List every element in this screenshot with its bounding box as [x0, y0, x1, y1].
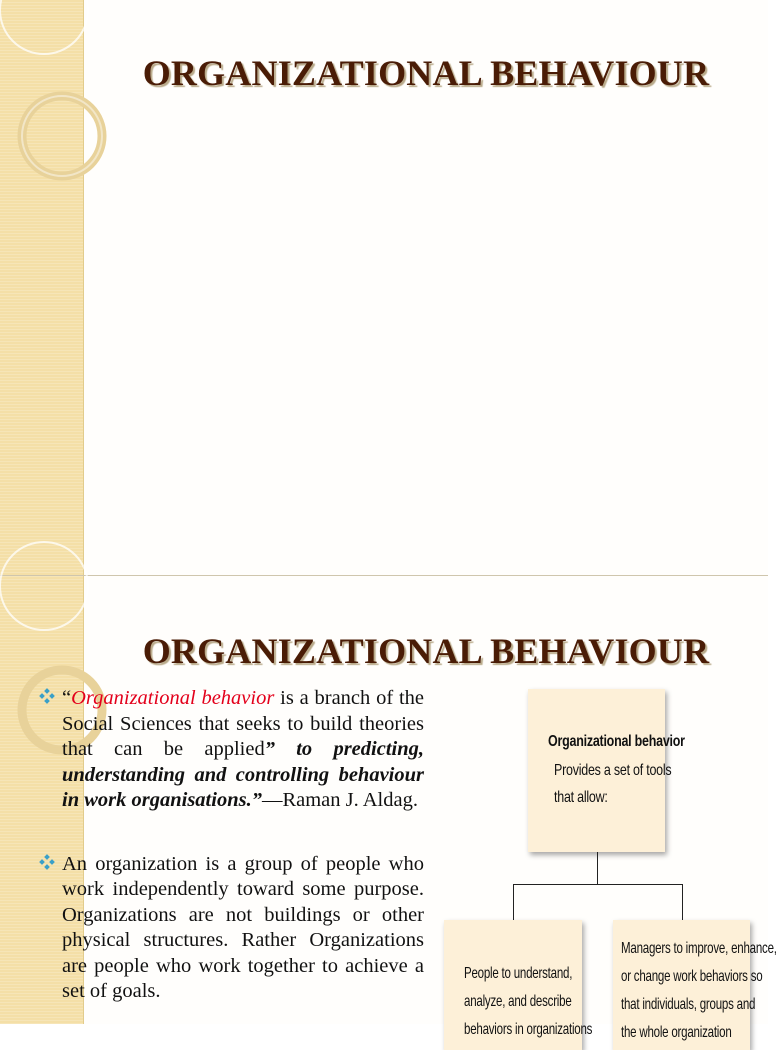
- diagram-main-box: [528, 689, 685, 852]
- diagram-left-line: People to understand,: [464, 965, 573, 982]
- connector-horizontal: [513, 884, 683, 885]
- diagram-right-line: Managers to improve, enhance,: [621, 940, 777, 957]
- diagram-main-line: that allow:: [554, 789, 608, 806]
- diagram-right-text: [621, 935, 777, 1047]
- diagram-left-box: [444, 920, 593, 1050]
- diagram-left-line: behaviors in organizations: [464, 1021, 593, 1038]
- definition-text: is a branch of the Social Sciences that seeks to build theories that can be applied: [62, 687, 425, 760]
- highlighted-term: Organizational behavior: [71, 687, 275, 709]
- decorative-rings-icon: [0, 0, 90, 200]
- bullet-organization: [40, 852, 424, 1005]
- attribution: —Raman J. Aldag.: [261, 789, 418, 811]
- connector-vertical: [597, 852, 598, 884]
- diagram-main-heading: Organizational behavior: [548, 733, 685, 750]
- diagram-right-line: that individuals, groups and: [621, 996, 756, 1013]
- organization-text: An organization is a group of people who work independently toward some purpose. Organizations are not buildings or other physical structures. Rather Organizations are people who work together to achieve a set of goals.: [62, 852, 424, 1002]
- slide-2: [0, 576, 777, 1041]
- diagram-left-text: [464, 960, 592, 1044]
- connector-right: [682, 884, 683, 920]
- bullet-list: [40, 686, 424, 1005]
- diagram-right-line: or change work behaviors so: [621, 968, 763, 985]
- diagram-right-line: the whole organization: [621, 1024, 732, 1041]
- definition-emphasis: ” to predicting, understanding and controlling behaviour in work organisations.”: [62, 738, 424, 811]
- bullet-definition: [40, 686, 424, 814]
- diagram-left-line: analyze, and describe: [464, 993, 572, 1010]
- open-quote: “: [62, 687, 72, 709]
- diagram-main-text: [554, 757, 671, 811]
- connector-left: [513, 884, 514, 920]
- diagram-main-line: Provides a set of tools: [554, 762, 672, 779]
- diamond-bullet-icon: [40, 689, 54, 703]
- slide-1-title: ORGANIZATIONAL BEHAVIOUR: [142, 53, 710, 93]
- slide-2-title: ORGANIZATIONAL BEHAVIOUR: [142, 631, 710, 671]
- diagram-right-box: [613, 920, 777, 1050]
- diamond-bullet-icon: [40, 855, 54, 869]
